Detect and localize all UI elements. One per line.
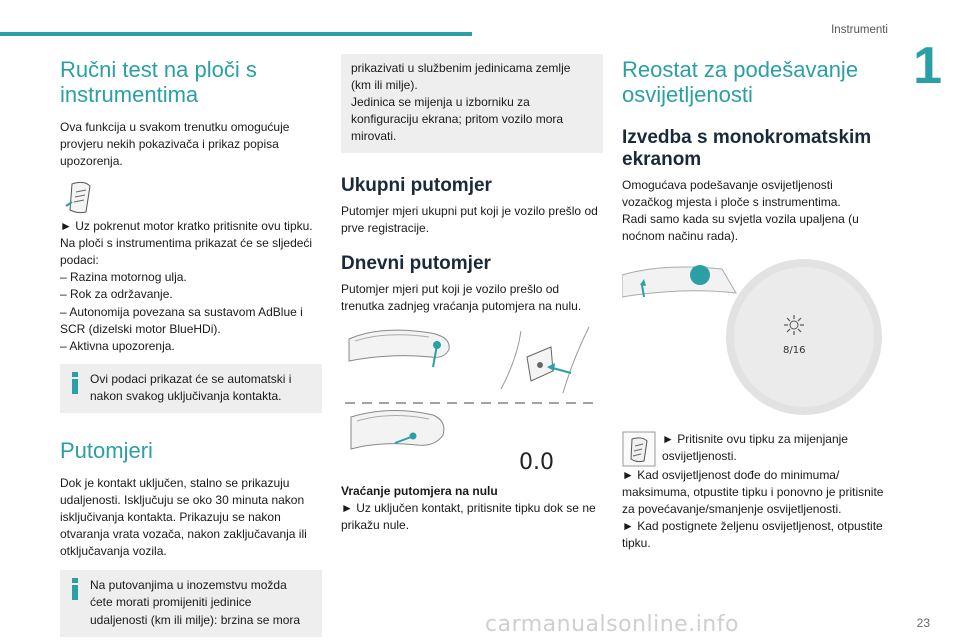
odometer-zero-display: 0.0 [519, 449, 554, 475]
list-item: – Autonomija povezana sa sustavom AdBlue i SCR (dizelski motor BlueHDi). [60, 304, 303, 336]
dimmer-step-block [622, 431, 884, 467]
manual-test-step-cont: Na ploči s instrumentima prikazat će se sljedeći podaci: [60, 236, 313, 268]
dimmer-step-1: ► Pritisnite ovu tipku za mijenjanje osvijetljenosti. [662, 432, 848, 464]
odometers-description: Dok je kontakt uključen, stalno se prikazuju udaljenosti. Isključuju se oko 30 minuta nakon isključivanja kontakta. Prikazuju se nakon otvaranja vrata vozača, nakon zaključavanja ili otključavanja vozila. [60, 476, 307, 559]
section-title-manual-test: Ručni test na ploči s instrumentima [60, 57, 257, 107]
dimmer-level: 8/16 [783, 345, 806, 357]
total-odometer-text: Putomjer mjeri ukupni put koji je vozilo prešlo od prve registracije. [341, 204, 598, 236]
dimmer-button-icon [622, 431, 656, 467]
info-note-units: Na putovanjima u inozemstvu možda ćete morati promijeniti jedinice udaljenosti (km ili milje): brzina se mora [60, 570, 322, 636]
heading-total-odometer: Ukupni putomjer [341, 175, 492, 197]
manual-test-intro: Ova funkcija u svakom trenutku omogućuje provjeru nekih pokazivača i prikaz popisa upozorenja. [60, 120, 290, 169]
info-icon [70, 578, 80, 600]
dimmer-intro: Omogućava podešavanje osvijetljenosti vozačkog mjesta i ploče s instrumentima. Radi samo kada su svjetla vozila upaljena (u noćnom načinu rada). [622, 177, 859, 244]
section-title-dimmer: Reostat za podešavanje osvijetljenosti [622, 57, 859, 107]
list-item: – Rok za održavanje. [60, 287, 173, 302]
page-number: 23 [916, 616, 930, 630]
list-item: – Razina motornog ulja. [60, 270, 187, 285]
column-2 [341, 54, 603, 534]
dimmer-illustration [622, 257, 884, 417]
section-title-odometers: Putomjeri [60, 437, 153, 463]
dimmer-button-highlight [690, 265, 710, 285]
stalk-button-icon [62, 178, 96, 216]
heading-monochrome: Izvedba s monokromatskim ekranom [622, 127, 872, 171]
chapter-number: 1 [913, 37, 942, 95]
odometer-illustration [341, 319, 603, 479]
heading-trip-odometer: Dnevni putomjer [341, 253, 491, 275]
reset-button-highlight [433, 341, 441, 349]
column-1 [60, 58, 322, 640]
header-accent-bar [0, 32, 472, 36]
manual-test-step: ► Uz pokrenut motor kratko pritisnite ovu tipku. [60, 219, 313, 234]
info-note: Ovi podaci prikazat će se automatski i nakon svakog uključivanja kontakta. [60, 364, 322, 413]
dimmer-step-2: ► Kad osvijetljenost dođe do minimuma/ maksimuma, otpustite tipku i ponovno je pritisnite za povećavanje/smanjenje osvijetljenosti. [622, 468, 884, 517]
reset-title: Vraćanje putomjera na nulu [341, 483, 498, 498]
info-note-units-cont: prikazivati u službenim jedinicama zemlje (km ili milje). Jedinica se mijenja u izborniku za konfiguraciju ekrana; pritom vozilo mora mirovati. [341, 54, 603, 153]
info-icon [70, 372, 80, 394]
reset-step: ► Uz uključen kontakt, pritisnite tipku dok se ne prikažu nule. [341, 501, 596, 533]
list-item: – Aktivna upozorenja. [60, 338, 175, 353]
dimmer-step-3: ► Kad postignete željenu osvijetljenost, otpustite tipku. [622, 519, 883, 551]
manual-test-list [60, 269, 322, 354]
column-3 [622, 58, 884, 552]
watermark: carmanualsonline.info [485, 612, 739, 637]
trip-odometer-text: Putomjer mjeri put koji je vozilo prešlo od trenutka zadnjeg vraćanja putomjera na nulu. [341, 281, 582, 313]
header-title: Instrumenti [831, 24, 888, 36]
